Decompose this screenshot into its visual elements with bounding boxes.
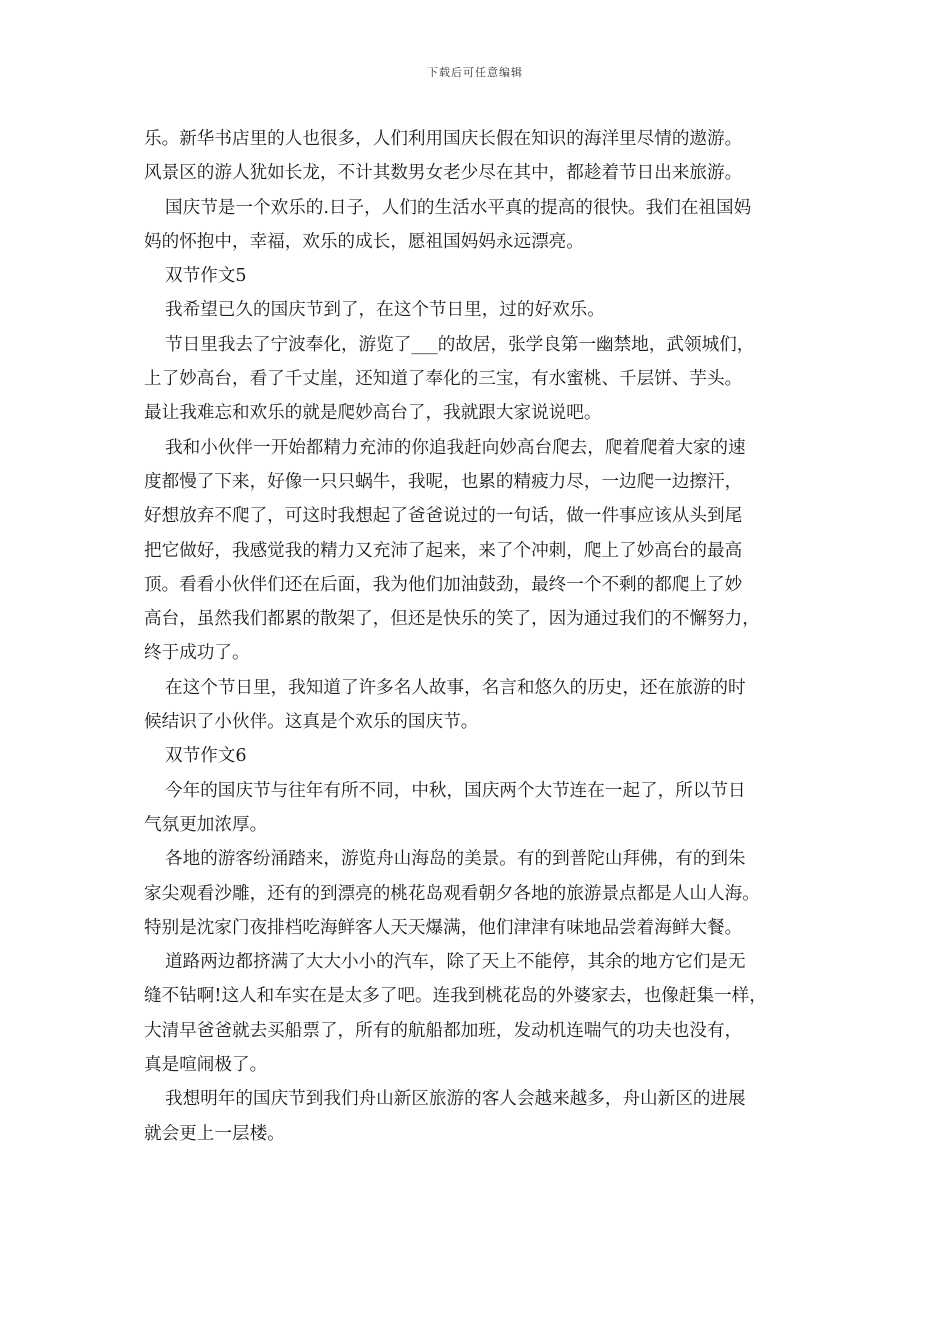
text-line: 把它做好，我感觉我的精力又充沛了起来，来了个冲刺，爬上了妙高台的最高 (144, 540, 743, 561)
text-line: 度都慢了下来，好像一只只蜗牛，我呢，也累的精疲力尽，一边爬一边擦汗， (144, 471, 743, 492)
text-line: 大清早爸爸就去买船票了，所有的航船都加班，发动机连喘气的功夫也没有， (144, 1020, 743, 1041)
page-header: 下载后可任意编辑 (427, 66, 523, 79)
text-line: 我希望已久的国庆节到了，在这个节日里，过的好欢乐。 (165, 300, 605, 321)
text-line: 妈的怀抱中，幸福，欢乐的成长，愿祖国妈妈永远漂亮。 (144, 231, 584, 252)
text-line: 我想明年的国庆节到我们舟山新区旅游的客人会越来越多，舟山新区的进展 (165, 1089, 746, 1110)
text-line: 好想放弃不爬了，可这时我想起了爸爸说过的一句话，做一件事应该从头到尾 (144, 506, 743, 527)
text-line: 双节作文6 (165, 746, 247, 767)
document-body (144, 122, 824, 1151)
text-line: 真是喧闹极了。 (144, 1055, 268, 1076)
text-line: 就会更上一层楼。 (144, 1123, 285, 1144)
text-line: 家尖观看沙雕，还有的到漂亮的桃花岛观看朝夕各地的旅游景点都是人山人海。 (144, 883, 760, 904)
text-line: 今年的国庆节与往年有所不同，中秋，国庆两个大节连在一起了，所以节日 (165, 780, 746, 801)
text-line: 顶。看看小伙伴们还在后面，我为他们加油鼓劲，最终一个不剩的都爬上了妙 (144, 574, 743, 595)
text-line: 气氛更加浓厚。 (144, 814, 268, 835)
text-line: 最让我难忘和欢乐的就是爬妙高台了，我就跟大家说说吧。 (144, 403, 602, 424)
text-line: 各地的游客纷涌踏来，游览舟山海岛的美景。有的到普陀山拜佛，有的到朱 (165, 849, 746, 870)
text-line: 在这个节日里，我知道了许多名人故事，名言和悠久的历史，还在旅游的时 (165, 677, 746, 698)
text-line: 风景区的游人犹如长龙，不计其数男女老少尽在其中，都趁着节日出来旅游。 (144, 163, 743, 184)
text-line: 缝不钻啊!这人和车实在是太多了吧。连我到桃花岛的外婆家去，也像赶集一样， (144, 986, 767, 1007)
text-line: 我和小伙伴一开始都精力充沛的你追我赶向妙高台爬去，爬着爬着大家的速 (165, 437, 746, 458)
text-line: 上了妙高台，看了千丈崖，还知道了奉化的三宝，有水蜜桃、千层饼、芋头。 (144, 369, 743, 390)
text-line: 乐。新华书店里的人也很多，人们利用国庆长假在知识的海洋里尽情的遨游。 (144, 129, 743, 149)
text-line: 节日里我去了宁波奉化，游览了___的故居，张学良第一幽禁地，武领城们， (165, 334, 755, 355)
text-line: 道路两边都挤满了大大小小的汽车，除了天上不能停，其余的地方它们是无 (165, 952, 746, 973)
text-line: 国庆节是一个欢乐的.日子，人们的生活水平真的提高的很快。我们在祖国妈 (165, 197, 752, 218)
text-line: 高台，虽然我们都累的散架了，但还是快乐的笑了，因为通过我们的不懈努力， (144, 609, 760, 630)
text-line: 候结识了小伙伴。这真是个欢乐的国庆节。 (144, 712, 479, 733)
text-line: 终于成功了。 (144, 643, 250, 664)
text-line: 特别是沈家门夜排档吃海鲜客人天天爆满，他们津津有味地品尝着海鲜大餐。 (144, 917, 743, 938)
text-line: 双节作文5 (165, 266, 247, 287)
